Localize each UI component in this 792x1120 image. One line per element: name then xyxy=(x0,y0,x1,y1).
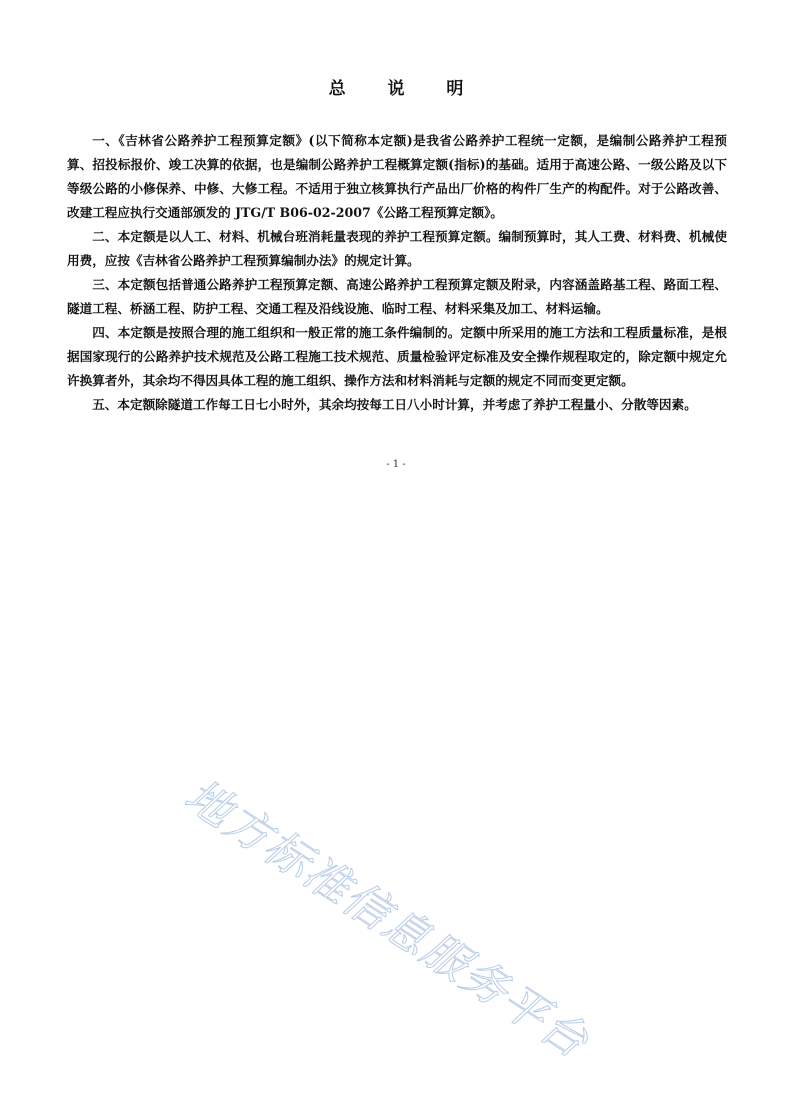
page-title: 总 说 明 xyxy=(328,79,482,99)
document-body xyxy=(67,129,727,417)
watermark-text: 地方标准信息服务平台 xyxy=(175,768,599,1069)
paragraph-3: 三、本定额包括普通公路养护工程预算定额、高速公路养护工程预算定额及附录，内容涵盖路基工程、路面工程、隧道工程、桥涵工程、防护工程、交通工程及沿线设施、临时工程、材料采集及加工、材料运输。 xyxy=(67,277,727,316)
page-number: - 1 - xyxy=(386,459,406,470)
paragraph-2: 二、本定额是以人工、材料、机械台班消耗量表现的养护工程预算定额。编制预算时，其人工费、材料费、机械使用费，应按《吉林省公路养护工程预算编制办法》的规定计算。 xyxy=(67,229,727,268)
paragraph-5: 五、本定额除隧道工作每工日七小时外，其余均按每工日八小时计算，并考虑了养护工程量小、分散等因素。 xyxy=(92,397,697,412)
paragraph-1: 一、《吉林省公路养护工程预算定额》(以下简称本定额)是我省公路养护工程统一定额，是编制公路养护工程预算、招投标报价、竣工决算的依据，也是编制公路养护工程概算定额(指标)的基础。适用于高速公路、一级公路及以下等级公路的小修保养、中修、大修工程。不适用于独立核算执行产品出厂价格的构件厂生产的构配件。对于公路改善、改建工程应执行交通部颁发的 JTG/T B06-02-2007《公路工程预算定额》。 xyxy=(67,133,727,220)
paragraph-4: 四、本定额是按照合理的施工组织和一般正常的施工条件编制的。定额中所采用的施工方法和工程质量标准，是根据国家现行的公路养护技术规范及公路工程施工技术规范、质量检验评定标准及安全操作规程取定的，除定额中规定允许换算者外，其余均不得因具体工程的施工组织、操作方法和材料消耗与定额的规定不同而变更定额。 xyxy=(67,325,727,388)
